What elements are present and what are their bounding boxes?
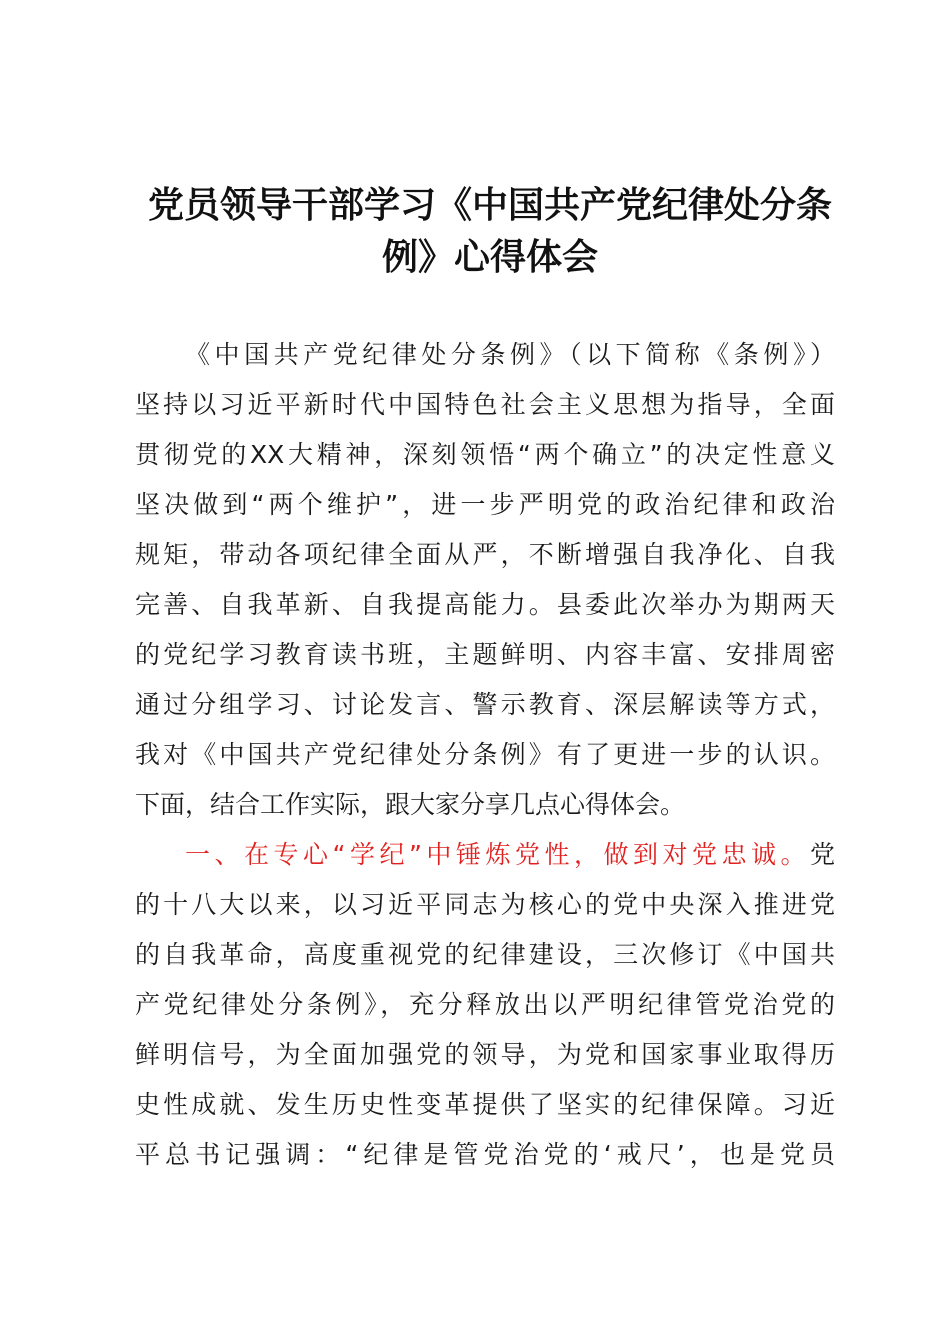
paragraph-line: 鲜明信号，为全面加强党的领导，为党和国家事业取得历 [135,1040,835,1069]
paragraph-line: 史性成就、发生历史性变革提供了坚实的纪律保障。习近 [135,1090,835,1119]
paragraph-line: 的党纪学习教育读书班，主题鲜明、内容丰富、安排周密 [135,640,835,669]
section-heading: 一、在专心“学纪”中锤炼党性，做到对党忠诚。 [185,840,810,869]
title-line-1: 党员领导干部学习《中国共产党纪律处分条 [147,185,832,226]
document-body [135,330,835,1180]
paragraph-line: 的十八大以来，以习近平同志为核心的党中央深入推进党 [135,890,835,919]
paragraph-line: 的自我革命，高度重视党的纪律建设，三次修订《中国共 [135,940,835,969]
paragraph-line: 平总书记强调：“纪律是管党治党的‘戒尺’，也是党员 [135,1140,835,1169]
paragraph-line: 下面，结合工作实际，跟大家分享几点心得体会。 [135,790,686,819]
paragraph-line: 产党纪律处分条例》，充分释放出以严明纪律管党治党的 [135,990,835,1019]
paragraph-line: 《中国共产党纪律处分条例》（以下简称《条例》） [185,340,835,369]
paragraph-line: 我对《中国共产党纪律处分条例》有了更进一步的认识。 [135,740,835,769]
section-heading-tail: 党 [809,840,835,869]
paragraph-line: 通过分组学习、讨论发言、警示教育、深层解读等方式， [135,690,835,719]
paragraph-line: 坚持以习近平新时代中国特色社会主义思想为指导，全面 [135,390,835,419]
paragraph-line: 贯彻党的XX大精神，深刻领悟“两个确立”的决定性意义 [135,440,835,469]
title-line-2: 例》心得体会 [381,237,598,278]
section-heading-line [135,830,835,880]
paragraph-line: 完善、自我革新、自我提高能力。县委此次举办为期两天 [135,590,835,619]
paragraph-line: 规矩，带动各项纪律全面从严，不断增强自我净化、自我 [135,540,835,569]
document-title [120,180,860,284]
paragraph-line: 坚决做到“两个维护”，进一步严明党的政治纪律和政治 [135,490,835,519]
